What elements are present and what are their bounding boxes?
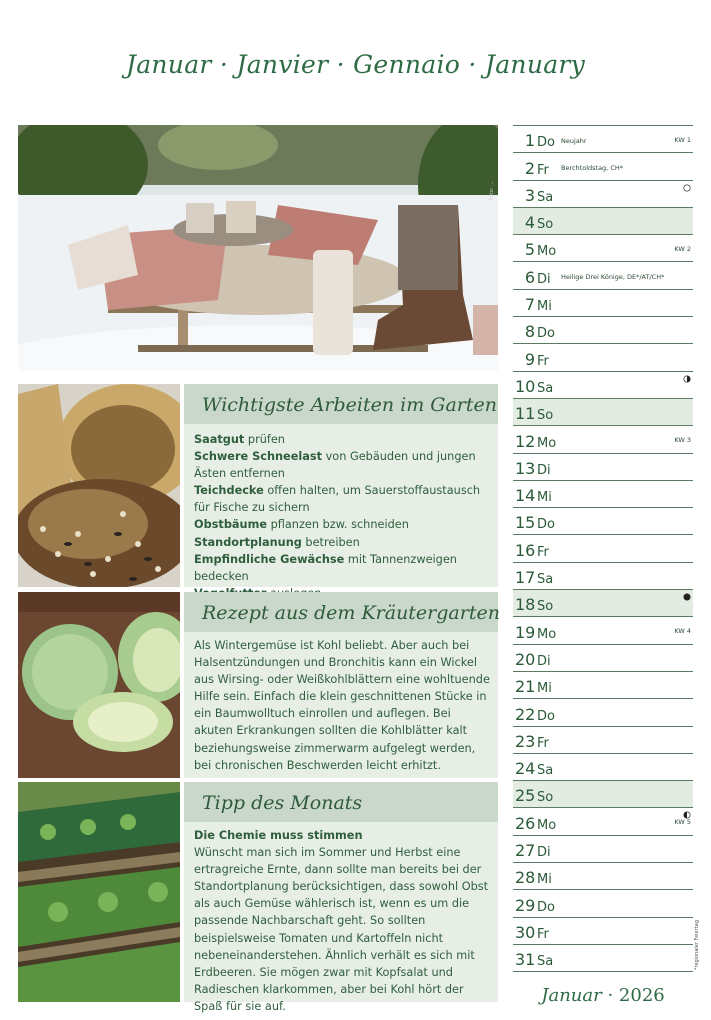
tip-of-month-heading: Tipp des Monats [184,782,498,822]
tip-of-month-body [194,827,490,1015]
task-text: von Gebäuden und jungen Ästen entfernen [194,450,476,481]
day-number: 23 [515,731,536,751]
new-moon-icon [683,593,691,601]
day-number: 27 [515,841,536,861]
calendar-day-row [513,644,693,671]
calendar-day-row [513,726,693,753]
day-number: 13 [515,458,536,478]
weekday: Di [537,653,551,669]
day-number: 29 [515,895,536,915]
task-item [194,551,490,585]
calendar-day-row [513,616,693,643]
calendar-day-row [513,371,693,398]
day-number: 10 [515,376,536,396]
calendar-day-row [513,944,693,971]
page-title: Januar · Janvier · Gennaio · January [125,50,586,79]
calendar-day-row [513,180,693,207]
task-text: prüfen [244,433,285,446]
day-number: 20 [515,649,536,669]
day-number: 3 [524,185,535,205]
weekday: Do [537,135,555,151]
calendar-day-row [513,425,693,452]
week-number: KW 2 [674,245,691,254]
week-number: KW 3 [674,436,691,445]
tip-of-month-box [184,782,498,1013]
calendar-day-row [513,889,693,916]
weekday: Do [537,517,555,533]
weekday: Di [537,845,551,861]
calendar-day-row [513,562,693,589]
calendar-day-row [513,261,693,288]
weekday: So [537,599,554,615]
garden-tasks-box [184,384,498,587]
weekday: Mo [537,817,557,833]
weekday: Sa [537,380,554,396]
task-item [194,431,490,448]
day-number: 14 [515,486,536,506]
weekday: Fr [537,926,549,942]
calendar-day-row [513,398,693,425]
day-number: 31 [515,950,536,970]
calendar-day-row [513,753,693,780]
calendar-day-row [513,698,693,725]
weekday: Mi [537,681,552,697]
weekday: Mo [537,435,557,451]
weekday: Mo [537,244,557,260]
task-item [194,448,490,482]
calendar-day-row [513,480,693,507]
weekday: Do [537,899,555,915]
garden-tasks-list [194,431,490,602]
herb-recipe-heading: Rezept aus dem Kräutergarten [184,592,498,632]
day-number: 15 [515,513,536,533]
day-number: 24 [515,759,536,779]
weekday: So [537,408,554,424]
weekday: So [537,217,554,233]
day-number: 2 [524,158,535,178]
calendar-day-row [513,917,693,944]
calendar-day-row [513,453,693,480]
calendar-day-row [513,835,693,862]
day-number: 17 [515,568,536,588]
calendar-day-row [513,534,693,561]
day-number: 22 [515,704,536,724]
herb-recipe-box [184,592,498,778]
task-keyword: Standortplanung [194,535,302,549]
day-number: 11 [515,404,536,424]
task-item [194,482,490,516]
weekday: Fr [537,544,549,560]
vegetable-garden-photo [18,782,180,1002]
day-number: 28 [515,868,536,888]
last-quarter-moon-icon [683,375,691,383]
weekday: Mi [537,490,552,506]
weekday: So [537,790,554,806]
calendar-day-row [513,207,693,234]
weekday: Sa [537,954,554,970]
tip-subheading: Die Chemie muss stimmen [194,829,363,842]
day-number: 19 [515,622,536,642]
task-keyword: Empfindliche Gewächse [194,552,345,566]
calendar-day-row [513,234,693,261]
day-number: 21 [515,677,536,697]
task-keyword: Schwere Schneelast [194,450,323,464]
day-number: 26 [515,813,536,833]
calendar-day-row [513,807,693,834]
day-number: 12 [515,431,536,451]
calendar-day-row [513,507,693,534]
day-number: 1 [524,131,535,151]
week-number: KW 1 [674,136,691,144]
full-moon-icon [683,184,691,192]
weekday: Mo [537,626,557,642]
day-number: 4 [524,213,535,233]
garden-tasks-heading: Wichtigste Arbeiten im Garten [184,384,498,424]
winter-sled-photo [18,125,498,371]
weekday: Di [537,271,551,287]
calendar-bottom-rule [513,971,693,972]
holiday-label: Heilige Drei Könige, DE*/AT/CH* [561,273,665,282]
day-number: 6 [524,267,535,287]
task-text: mit Tannenzweigen bedecken [194,552,457,583]
calendar-day-row [513,589,693,616]
footer-year: 2026 [618,985,665,1006]
calendar-day-row [513,125,693,152]
task-keyword: Teichdecke [194,484,264,498]
month-year-footer [513,985,693,1006]
bird-seed-photo [18,384,180,587]
calendar-day-row [513,316,693,343]
herb-recipe-text: Als Wintergemüse ist Kohl beliebt. Aber auch bei Halsentzündungen und Bronchitis kann ein Wickel aus Wirsing- oder Weißkohlblättern eine wohltuende Hilfe sein. Einfach die klein geschnittenen Stücke in ein Baumwolltuch einrollen und auflegen. Bei akuten Erkrankungen sollten die Kohlblätter kalt beziehungsweise zimmerwarm aufgelegt werden, bei chronischen Beschwerden leicht erhitzt. [194,639,490,772]
footnote: *regionaler Feiertag [694,920,700,970]
calendar-day-row [513,343,693,370]
footer-separator: · [607,985,614,1006]
weekday: Mi [537,872,552,888]
task-item [194,534,490,551]
holiday-label: Neujahr [561,137,587,145]
weekday: Fr [537,735,549,751]
day-number: 30 [515,922,536,942]
task-text: offen halten, um Sauerstoffaustausch für Fische zu sichern [194,484,481,515]
weekday: Fr [537,162,549,178]
calendar-day-row [513,862,693,889]
calendar-day-row [513,289,693,316]
day-number: 7 [524,295,535,315]
task-item [194,516,490,533]
weekday: Sa [537,572,554,588]
day-number: 18 [515,595,536,615]
cabbage-photo [18,592,180,778]
weekday: Do [537,708,555,724]
calendar-day-row [513,780,693,807]
task-text: pflanzen bzw. schneiden [267,518,409,532]
weekday: Fr [537,353,549,369]
tip-text: Wünscht man sich im Sommer und Herbst eine ertragreiche Ernte, dann sollte man bereits bei der Standortplanung berücksichtigen, dass sowohl Obst als auch Gemüse wählerisch ist, wenn es um die passende Nachbarschaft geht. So sollten beispielsweise Tomaten und Kartoffeln nicht nebeneinanderstehen. Ähnlich verhält es sich mit Erdbeeren. Sie mögen zwar mit Kopfsalat und Radieschen klarkommen, aber bei Kohl hört der Spaß für sie auf. [194,846,489,1013]
weekday: Do [537,326,555,342]
task-keyword: Obstbäume [194,518,267,532]
first-quarter-moon-icon [683,811,691,819]
day-number: 8 [524,322,535,342]
day-number: 16 [515,540,536,560]
weekday: Mi [537,299,552,315]
calendar-day-row [513,671,693,698]
calendar-day-list [513,125,693,972]
week-number: KW 5 [674,818,691,827]
task-text: betreiben [301,535,360,549]
day-number: 25 [515,786,536,806]
footer-month: Januar [541,985,602,1006]
calendar-day-row [513,152,693,179]
day-number: 9 [524,349,535,369]
day-number: 5 [524,240,535,260]
photo-credit: Foto: ... [489,181,495,200]
weekday: Sa [537,763,554,779]
weekday: Sa [537,189,554,205]
holiday-label: Berchtoldstag, CH* [561,164,623,173]
weekday: Di [537,462,551,478]
task-keyword: Saatgut [194,433,245,446]
week-number: KW 4 [674,627,691,636]
